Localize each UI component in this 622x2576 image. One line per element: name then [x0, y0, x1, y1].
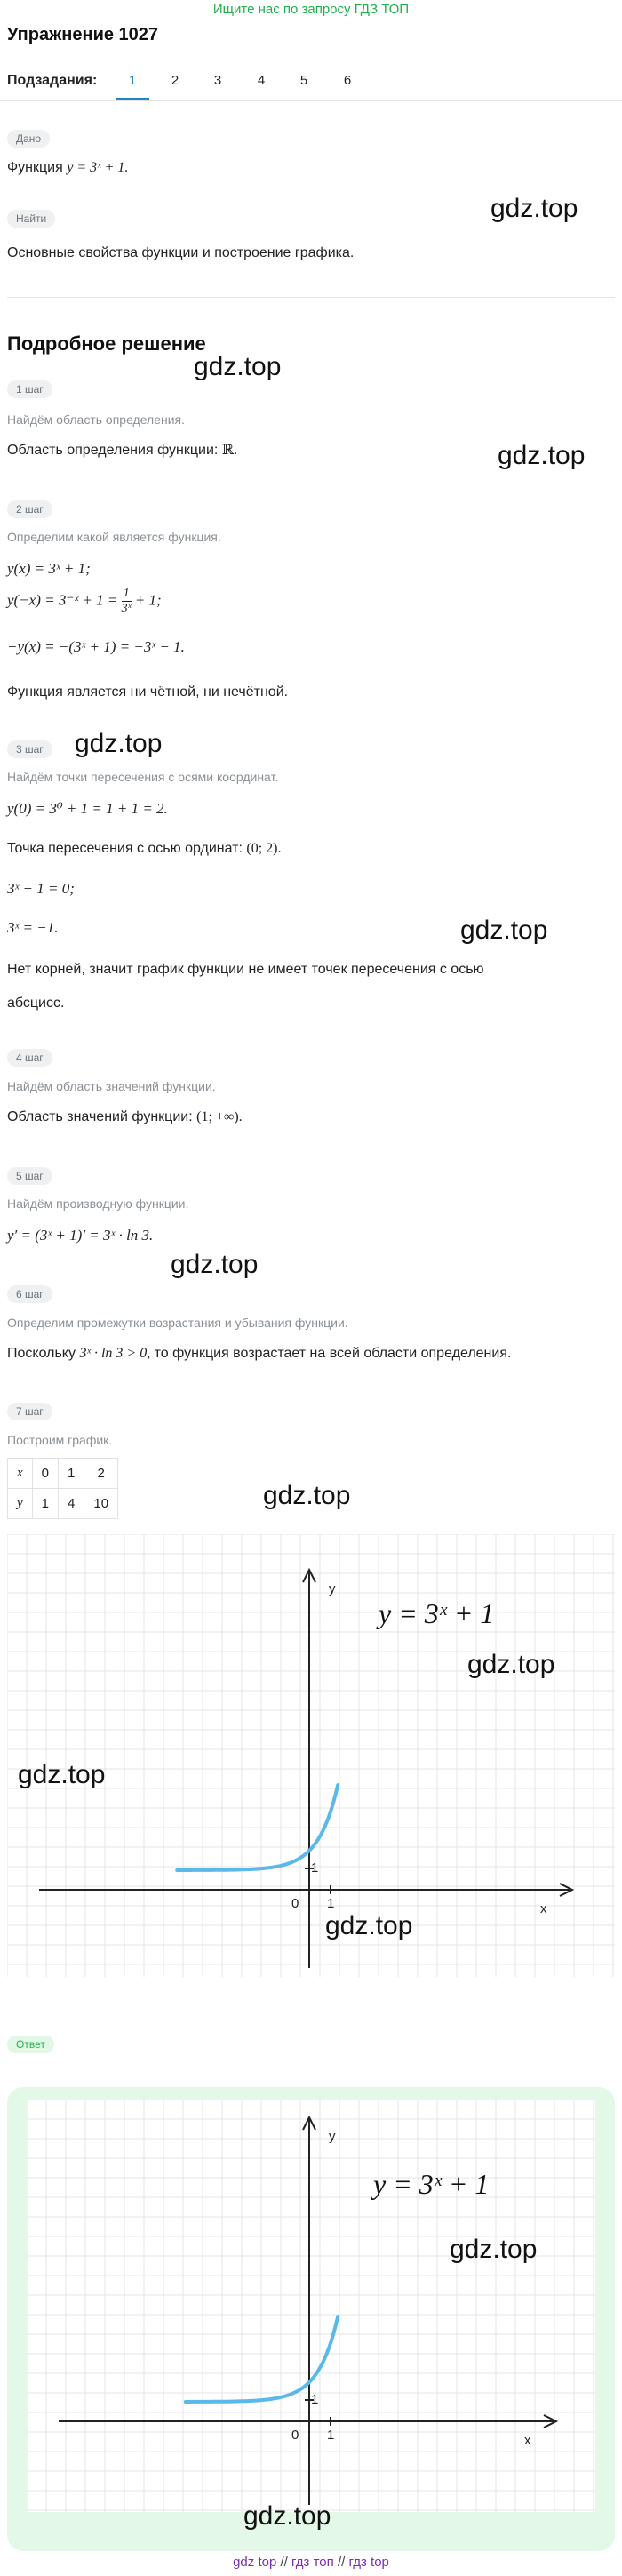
- tab-subtask-2[interactable]: 2: [171, 73, 179, 88]
- watermark: gdz.top: [263, 1481, 351, 1510]
- step3-eq2: 3ˣ = −1.: [7, 919, 59, 936]
- section-divider: [7, 297, 615, 298]
- x-axis-label: x: [524, 2433, 531, 2448]
- answer-graph: [27, 2100, 595, 2512]
- fraction-numerator: 1: [123, 587, 130, 600]
- function-formula-label: y = 3ˣ + 1: [373, 2168, 490, 2200]
- step4-text: [7, 1109, 243, 1125]
- watermark: gdz.top: [498, 441, 586, 470]
- step2-line2-left: y(−x) = 3⁻ˣ + 1 =: [7, 591, 118, 609]
- step7-hint: Построим график.: [7, 1433, 113, 1447]
- watermark: gdz.top: [18, 1760, 106, 1789]
- fraction-denominator: 3ˣ: [121, 602, 132, 615]
- given-label: Функция: [7, 160, 63, 175]
- step4-hint: Найдём область значений функции.: [7, 1079, 216, 1093]
- x-axis-label: x: [540, 1901, 547, 1916]
- page-title: Упражнение 1027: [7, 25, 159, 44]
- step1-text: [7, 441, 237, 459]
- step1-badge: 1 шаг: [7, 380, 52, 398]
- step3-eq1: 3ˣ + 1 = 0;: [7, 880, 75, 897]
- watermark: gdz.top: [194, 352, 282, 381]
- table-cell: 1: [59, 1459, 84, 1489]
- x-tick-label: 1: [327, 1896, 335, 1911]
- step6-text: [7, 1346, 511, 1362]
- watermark: gdz.top: [450, 2235, 538, 2264]
- tab-subtask-4[interactable]: 4: [257, 73, 266, 88]
- step7-badge: 7 шаг: [7, 1403, 52, 1420]
- step4-badge: 4 шаг: [7, 1049, 52, 1067]
- table-cell: 0: [32, 1459, 58, 1489]
- watermark: gdz.top: [325, 1911, 413, 1940]
- step2-line3: −y(x) = −(3ˣ + 1) = −3ˣ − 1.: [7, 638, 185, 655]
- active-tab-indicator: [116, 98, 149, 100]
- footer-separator: //: [337, 2555, 346, 2570]
- step3-hint: Найдём точки пересечения с осями координат.: [7, 770, 279, 784]
- y-tick-label: 1: [311, 1860, 319, 1876]
- tab-subtask-5[interactable]: 5: [299, 73, 308, 88]
- find-badge: Найти: [7, 210, 55, 228]
- table-cell: 4: [59, 1489, 84, 1519]
- step2-conclusion: Функция является ни чётной, ни нечётной.: [7, 684, 289, 700]
- footer-link[interactable]: гдз top: [348, 2555, 389, 2570]
- x-tick-label: 1: [327, 2428, 335, 2443]
- step3-intersection: [7, 841, 282, 857]
- origin-label: 0: [291, 1896, 299, 1911]
- step6-text-b: то функция возрастает на всей области определения.: [154, 1346, 512, 1361]
- step3-intersection-value: (0; 2).: [246, 841, 282, 856]
- step2-hint: Определим какой является функция.: [7, 530, 221, 544]
- watermark: gdz.top: [75, 729, 163, 758]
- table-row: [8, 1489, 118, 1519]
- footer-link[interactable]: gdz top: [233, 2555, 277, 2570]
- y-tick-label: 1: [311, 2392, 319, 2407]
- top-search-link[interactable]: Ищите нас по запросу ГДЗ ТОП: [212, 2, 410, 17]
- subtasks-label: Подзадания:: [7, 73, 98, 88]
- function-graph: [7, 1534, 615, 1977]
- table-cell: y: [8, 1489, 33, 1519]
- step3-intersection-label: Точка пересечения с осью ординат:: [7, 841, 243, 856]
- table-cell: 2: [84, 1459, 118, 1489]
- watermark: gdz.top: [490, 194, 578, 223]
- footer-separator: //: [280, 2555, 288, 2570]
- watermark: gdz.top: [171, 1250, 259, 1279]
- step2-line1: y(x) = 3ˣ + 1;: [7, 560, 91, 577]
- step4-value: (1; +∞).: [196, 1109, 243, 1124]
- table-row: [8, 1459, 118, 1489]
- step2-badge: 2 шаг: [7, 500, 52, 518]
- tab-subtask-6[interactable]: 6: [343, 73, 352, 88]
- origin-label: 0: [291, 2428, 299, 2443]
- watermark: gdz.top: [467, 1650, 555, 1679]
- watermark: gdz.top: [243, 2501, 331, 2531]
- step2-line2: [7, 587, 162, 616]
- answer-badge: Ответ: [7, 2036, 54, 2053]
- step5-hint: Найдём производную функции.: [7, 1196, 189, 1211]
- step1-value: ℝ.: [221, 443, 238, 458]
- step6-badge: 6 шаг: [7, 1285, 52, 1303]
- function-formula-label: y = 3ˣ + 1: [379, 1597, 495, 1629]
- y-axis-label: y: [329, 1581, 336, 1596]
- step6-formula: 3ˣ · ln 3 > 0,: [79, 1346, 151, 1361]
- footer-link[interactable]: гдз топ: [291, 2555, 334, 2570]
- y-axis-label: y: [329, 2129, 336, 2144]
- step4-label: Область значений функции:: [7, 1109, 193, 1124]
- table-cell: 10: [84, 1489, 118, 1519]
- step3-badge: 3 шаг: [7, 740, 52, 758]
- step2-line2-right: + 1;: [134, 591, 162, 609]
- step3-conclusion-line2: абсцисс.: [7, 996, 65, 1011]
- step3-line1: y(0) = 3⁰ + 1 = 1 + 1 = 2.: [7, 800, 168, 817]
- given-badge: Дано: [7, 130, 50, 148]
- step5-formula: y′ = (3ˣ + 1)′ = 3ˣ · ln 3.: [7, 1227, 154, 1244]
- values-table: [7, 1458, 118, 1519]
- step5-badge: 5 шаг: [7, 1167, 52, 1185]
- watermark: gdz.top: [460, 916, 548, 945]
- step3-conclusion-line1: Нет корней, значит график функции не имеет точек пересечения с осью: [7, 962, 484, 977]
- step2-fraction: [122, 587, 132, 616]
- table-cell: x: [8, 1459, 33, 1489]
- table-cell: 1: [32, 1489, 58, 1519]
- solution-title: Подробное решение: [7, 332, 206, 355]
- find-text: Основные свойства функции и построение графика.: [7, 245, 355, 260]
- footer-links: [0, 2555, 622, 2570]
- step6-hint: Определим промежутки возрастания и убывания функции.: [7, 1316, 348, 1330]
- step6-text-a: Поскольку: [7, 1346, 76, 1361]
- step1-hint: Найдём область определения.: [7, 412, 186, 427]
- tab-subtask-1[interactable]: 1: [128, 73, 137, 88]
- given-formula: y = 3ˣ + 1.: [67, 160, 129, 175]
- given-text: [7, 160, 128, 176]
- tab-subtask-3[interactable]: 3: [213, 73, 222, 88]
- step1-label: Область определения функции:: [7, 443, 219, 458]
- tabs-divider: [0, 100, 622, 101]
